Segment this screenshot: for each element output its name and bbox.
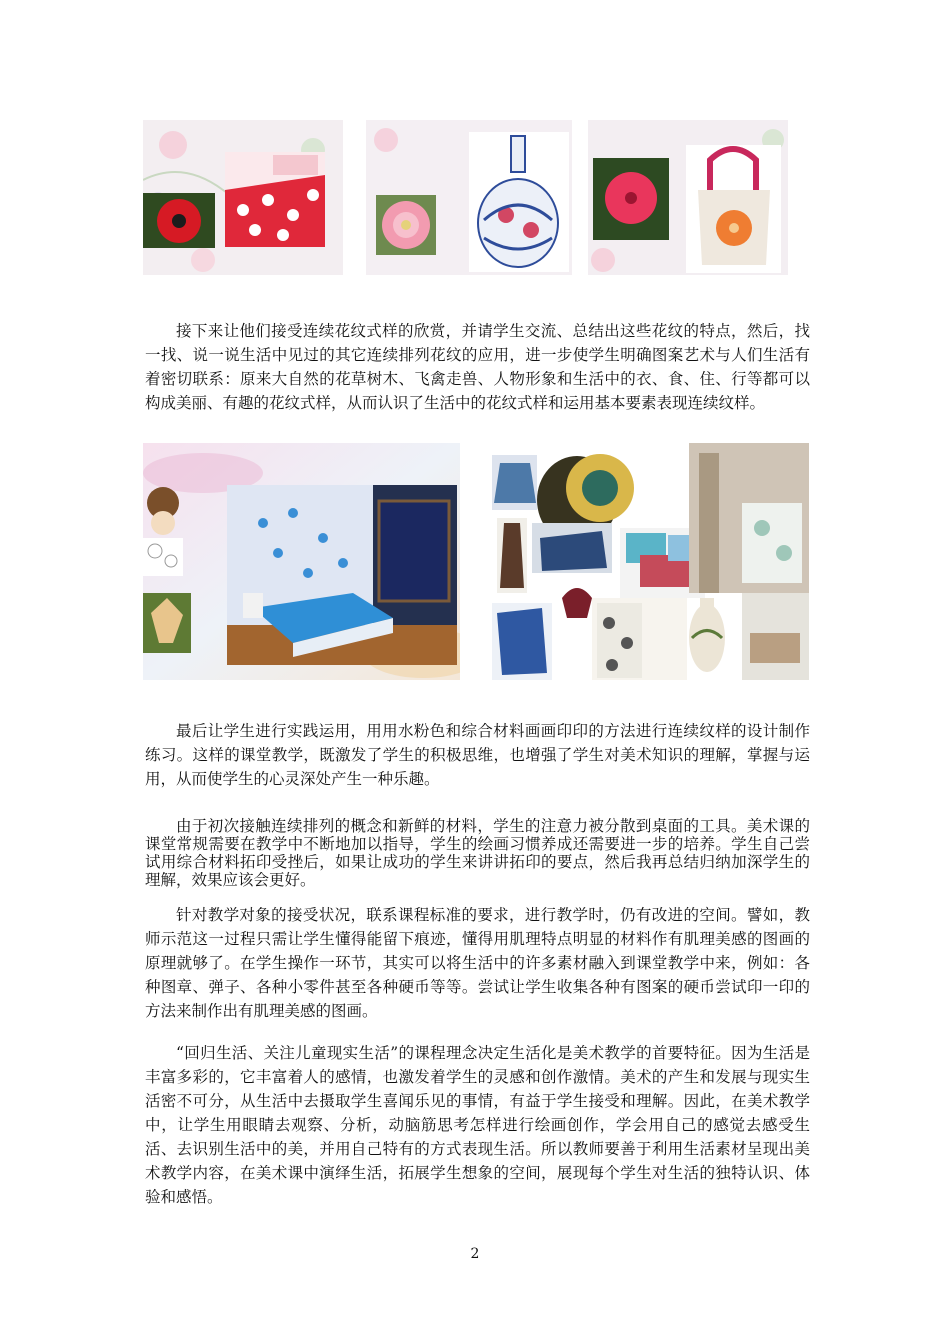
body-paragraph-4: 针对教学对象的接受状况，联系课程标准的要求，进行教学时，仍有改进的空间。譬如，教师示范这一过程只需让学生懂得能留下痕迹，懂得用肌理特点明显的材料作有肌理美感的图画的原理就够了。在学生操作一环节，其实可以将生活中的许多素材融入到课堂教学中来，例如：各种图章、弹子、各种小零件甚至各种硬币等等。尝试让学生收集各种有图案的硬币尝试印一印的方法来制作出有肌理美感的图画。 <box>145 906 810 1020</box>
photo-dahlia-vase <box>366 120 572 275</box>
body-paragraph-1: 接下来让他们接受连续花纹式样的欣赏，并请学生交流、总结出这些花纹的特点，然后，找一找、说一说生活中见过的其它连续排列花纹的应用，进一步使学生明确图案艺术与人们生活有着密切联系：原来大自然的花草树木、飞禽走兽、人物形象和生活中的衣、食、住、行等都可以构成美丽、有趣的花纹式样，从而认识了生活中的花纹式样和运用基本要素表现连续纹样。 <box>145 322 810 412</box>
body-paragraph-5: “回归生活、关注儿童现实生活”的课程理念决定生活化是美术教学的首要特征。因为生活是丰富多彩的，它丰富着人的感情，也激发着学生的灵感和创作激情。美术的产生和发展与现实生活密不可分，从生活中去摄取学生喜闻乐见的事情，有益于学生接受和理解。因此，在美术教学中，让学生用眼睛去观察、分析，动脑筋思考怎样进行绘画创作，学会用自己的感觉去感受生活、去识别生活中的美，并用自己特有的方式表现生活。所以教师要善于利用生活素材呈现出美术教学内容，在美术课中演绎生活，拓展学生想象的空间，展现每个学生对生活的独特认识、体验和感悟。 <box>145 1044 810 1206</box>
body-paragraph-3: 由于初次接触连续排列的概念和新鲜的材料，学生的注意力被分散到桌面的工具。美术课的课堂常规需要在教学中不断地加以指导，学生的绘画习惯养成还需要进一步的培养。学生自己尝试用综合材料拓印受挫后，如果让成功的学生来讲讲拓印的要点，然后我再总结归纳加深学生的理解，效果应该会更好。 <box>145 817 810 889</box>
photo-collage-patterns <box>492 443 809 680</box>
photo-hibiscus-bag <box>588 120 788 275</box>
photo-poppy-bedding <box>143 120 343 275</box>
body-paragraph-2: 最后让学生进行实践运用，用用水粉色和综合材料画画印印的方法进行连续纹样的设计制作练习。这样的课堂教学，既激发了学生的积极思维，也增强了学生对美术知识的理解，掌握与运用，从而使学生的心灵深处产生一种乐趣。 <box>145 722 810 788</box>
page-number: 2 <box>470 1246 480 1262</box>
photo-kids-bedroom <box>143 443 460 680</box>
